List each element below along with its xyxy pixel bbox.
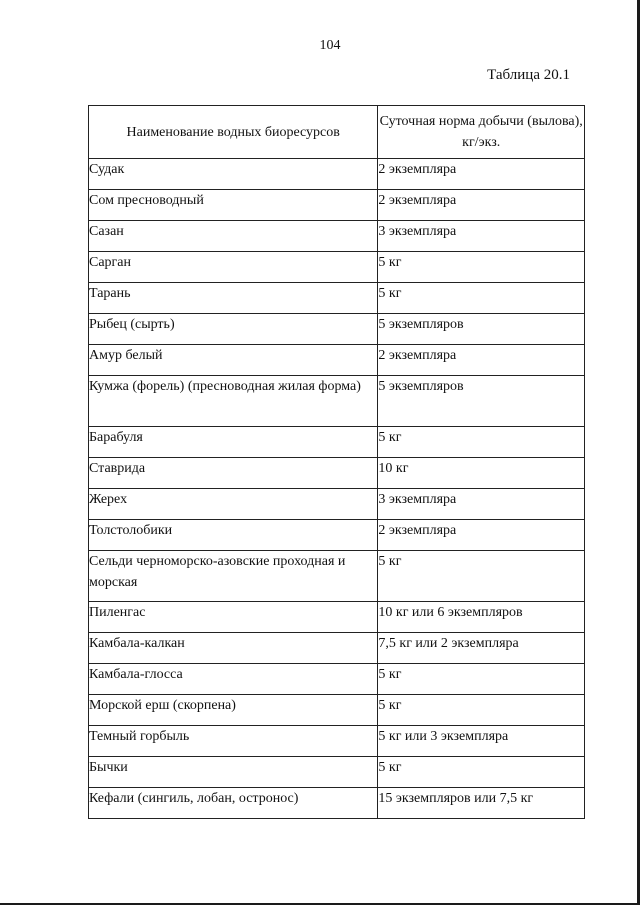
table-row bbox=[89, 633, 585, 664]
page-number: 104 bbox=[319, 38, 341, 53]
daily-norm-cell: 7,5 кг или 2 экземпляра bbox=[378, 633, 585, 664]
table-row bbox=[89, 458, 585, 489]
table-row bbox=[89, 520, 585, 551]
table-row bbox=[89, 757, 585, 788]
daily-norm-cell: 15 экземпляров или 7,5 кг bbox=[378, 788, 585, 819]
daily-norm-cell: 5 кг bbox=[378, 283, 585, 314]
daily-norm-cell: 3 экземпляра bbox=[378, 489, 585, 520]
fish-name-cell: Тарань bbox=[89, 283, 378, 314]
fish-name-cell: Камбала-калкан bbox=[89, 633, 378, 664]
fish-name-cell: Толстолобики bbox=[89, 520, 378, 551]
fish-name-cell: Сом пресноводный bbox=[89, 190, 378, 221]
table-row bbox=[89, 551, 585, 602]
daily-norm-cell: 2 экземпляра bbox=[378, 520, 585, 551]
table-row bbox=[89, 695, 585, 726]
table-row bbox=[89, 427, 585, 458]
table-header-row bbox=[89, 106, 585, 159]
table-caption: Таблица 20.1 bbox=[487, 67, 570, 83]
daily-norm-cell: 10 кг bbox=[378, 458, 585, 489]
table-row bbox=[89, 788, 585, 819]
fish-name-cell: Амур белый bbox=[89, 345, 378, 376]
fish-name-cell: Камбала-глосса bbox=[89, 664, 378, 695]
daily-norm-cell: 3 экземпляра bbox=[378, 221, 585, 252]
daily-norm-cell: 5 кг bbox=[378, 252, 585, 283]
daily-norm-cell: 5 кг bbox=[378, 695, 585, 726]
daily-norm-cell: 2 экземпляра bbox=[378, 159, 585, 190]
fish-catch-norms-table bbox=[88, 105, 585, 819]
daily-norm-cell: 5 кг bbox=[378, 664, 585, 695]
daily-norm-cell: 5 экземпляров bbox=[378, 314, 585, 345]
column-header-daily-norm: Суточная норма добычи (вылова), кг/экз. bbox=[378, 106, 585, 159]
table-row bbox=[89, 376, 585, 427]
daily-norm-cell: 5 кг bbox=[378, 551, 585, 602]
table-row bbox=[89, 190, 585, 221]
table-row bbox=[89, 664, 585, 695]
daily-norm-cell: 5 экземпляров bbox=[378, 376, 585, 427]
daily-norm-cell: 2 экземпляра bbox=[378, 345, 585, 376]
fish-name-cell: Ставрида bbox=[89, 458, 378, 489]
table-row bbox=[89, 602, 585, 633]
fish-name-cell: Судак bbox=[89, 159, 378, 190]
fish-name-cell: Барабуля bbox=[89, 427, 378, 458]
fish-name-cell: Кефали (сингиль, лобан, остронос) bbox=[89, 788, 378, 819]
table-row bbox=[89, 221, 585, 252]
table-row bbox=[89, 314, 585, 345]
fish-name-cell: Темный горбыль bbox=[89, 726, 378, 757]
column-header-resource-name: Наименование водных биоресурсов bbox=[89, 106, 378, 159]
fish-name-cell: Сарган bbox=[89, 252, 378, 283]
fish-name-cell: Бычки bbox=[89, 757, 378, 788]
table-row bbox=[89, 283, 585, 314]
daily-norm-cell: 5 кг bbox=[378, 427, 585, 458]
table-row bbox=[89, 159, 585, 190]
table-row bbox=[89, 345, 585, 376]
table-row bbox=[89, 252, 585, 283]
table-row bbox=[89, 726, 585, 757]
daily-norm-cell: 10 кг или 6 экземпляров bbox=[378, 602, 585, 633]
fish-name-cell: Пиленгас bbox=[89, 602, 378, 633]
daily-norm-cell: 5 кг или 3 экземпляра bbox=[378, 726, 585, 757]
fish-name-cell: Сазан bbox=[89, 221, 378, 252]
daily-norm-cell: 2 экземпляра bbox=[378, 190, 585, 221]
fish-name-cell: Рыбец (сырть) bbox=[89, 314, 378, 345]
fish-name-cell: Жерех bbox=[89, 489, 378, 520]
daily-norm-cell: 5 кг bbox=[378, 757, 585, 788]
fish-name-cell: Морской ерш (скорпена) bbox=[89, 695, 378, 726]
fish-name-cell: Кумжа (форель) (пресноводная жилая форма) bbox=[89, 376, 378, 427]
fish-name-cell: Сельди черноморско-азовские проходная и морская bbox=[89, 551, 378, 602]
table-row bbox=[89, 489, 585, 520]
